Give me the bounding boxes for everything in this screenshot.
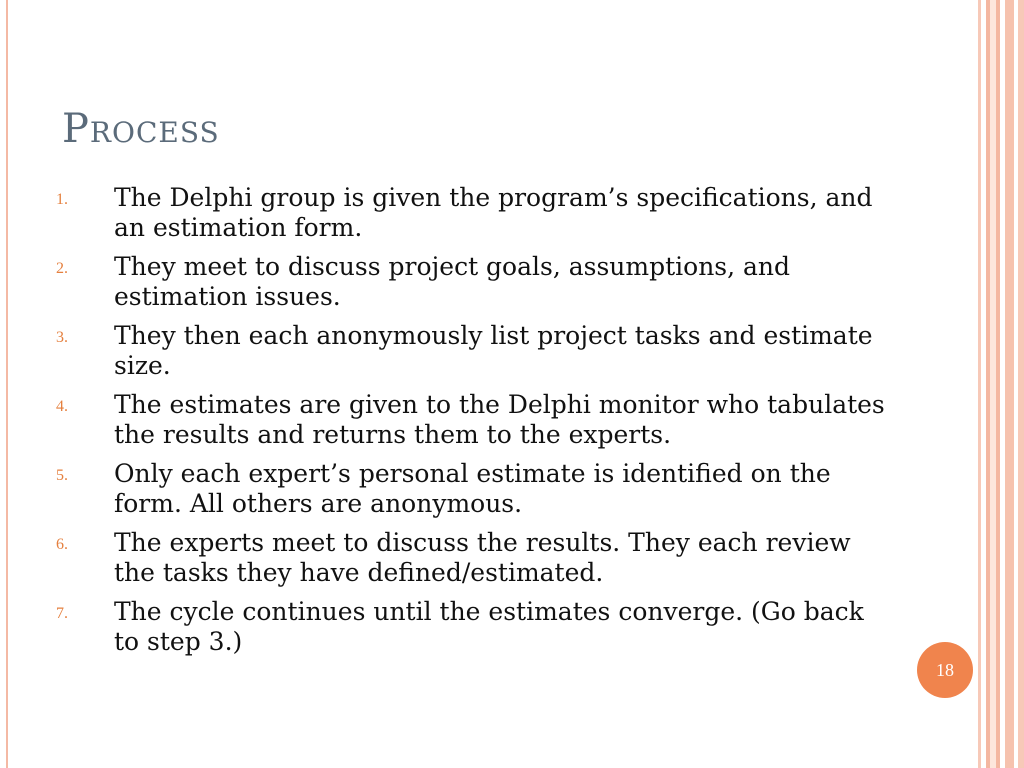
page-number: 18 <box>936 659 954 680</box>
list-item-text: The cycle continues until the estimates converge. (Go back to step 3.) <box>114 597 864 656</box>
stripe <box>1018 0 1024 768</box>
list-item-number: 3. <box>56 329 68 346</box>
stripe <box>1005 0 1014 768</box>
stripe <box>978 0 981 768</box>
page-number-badge <box>917 642 973 698</box>
list-item <box>56 597 896 657</box>
list-item-number: 1. <box>56 191 68 208</box>
list-item-number: 2. <box>56 260 68 277</box>
list-item <box>56 321 896 381</box>
list-item <box>56 459 896 519</box>
list-item-number: 4. <box>56 398 68 415</box>
list-item-text: The experts meet to discuss the results. They each review the tasks they have defined/estimated. <box>114 528 851 587</box>
list-item-text: The estimates are given to the Delphi monitor who tabulates the results and returns them to the experts. <box>114 390 885 449</box>
list-item-text: They then each anonymously list project tasks and estimate size. <box>114 321 873 380</box>
list-item <box>56 528 896 588</box>
list-item-number: 5. <box>56 467 68 484</box>
slide-title: Process <box>62 106 220 152</box>
list-item-number: 7. <box>56 605 68 622</box>
list-item <box>56 183 896 243</box>
list-item-text: Only each expert’s personal estimate is identified on the form. All others are anonymous. <box>114 459 831 518</box>
list-item-number: 6. <box>56 536 68 553</box>
left-border-line <box>6 0 8 768</box>
stripe <box>996 0 1000 768</box>
list-item <box>56 252 896 312</box>
list-item <box>56 390 896 450</box>
list-item-text: They meet to discuss project goals, assumptions, and estimation issues. <box>114 252 791 311</box>
list-item-text: The Delphi group is given the program’s specifications, and an estimation form. <box>114 183 873 242</box>
step-list <box>56 183 896 666</box>
